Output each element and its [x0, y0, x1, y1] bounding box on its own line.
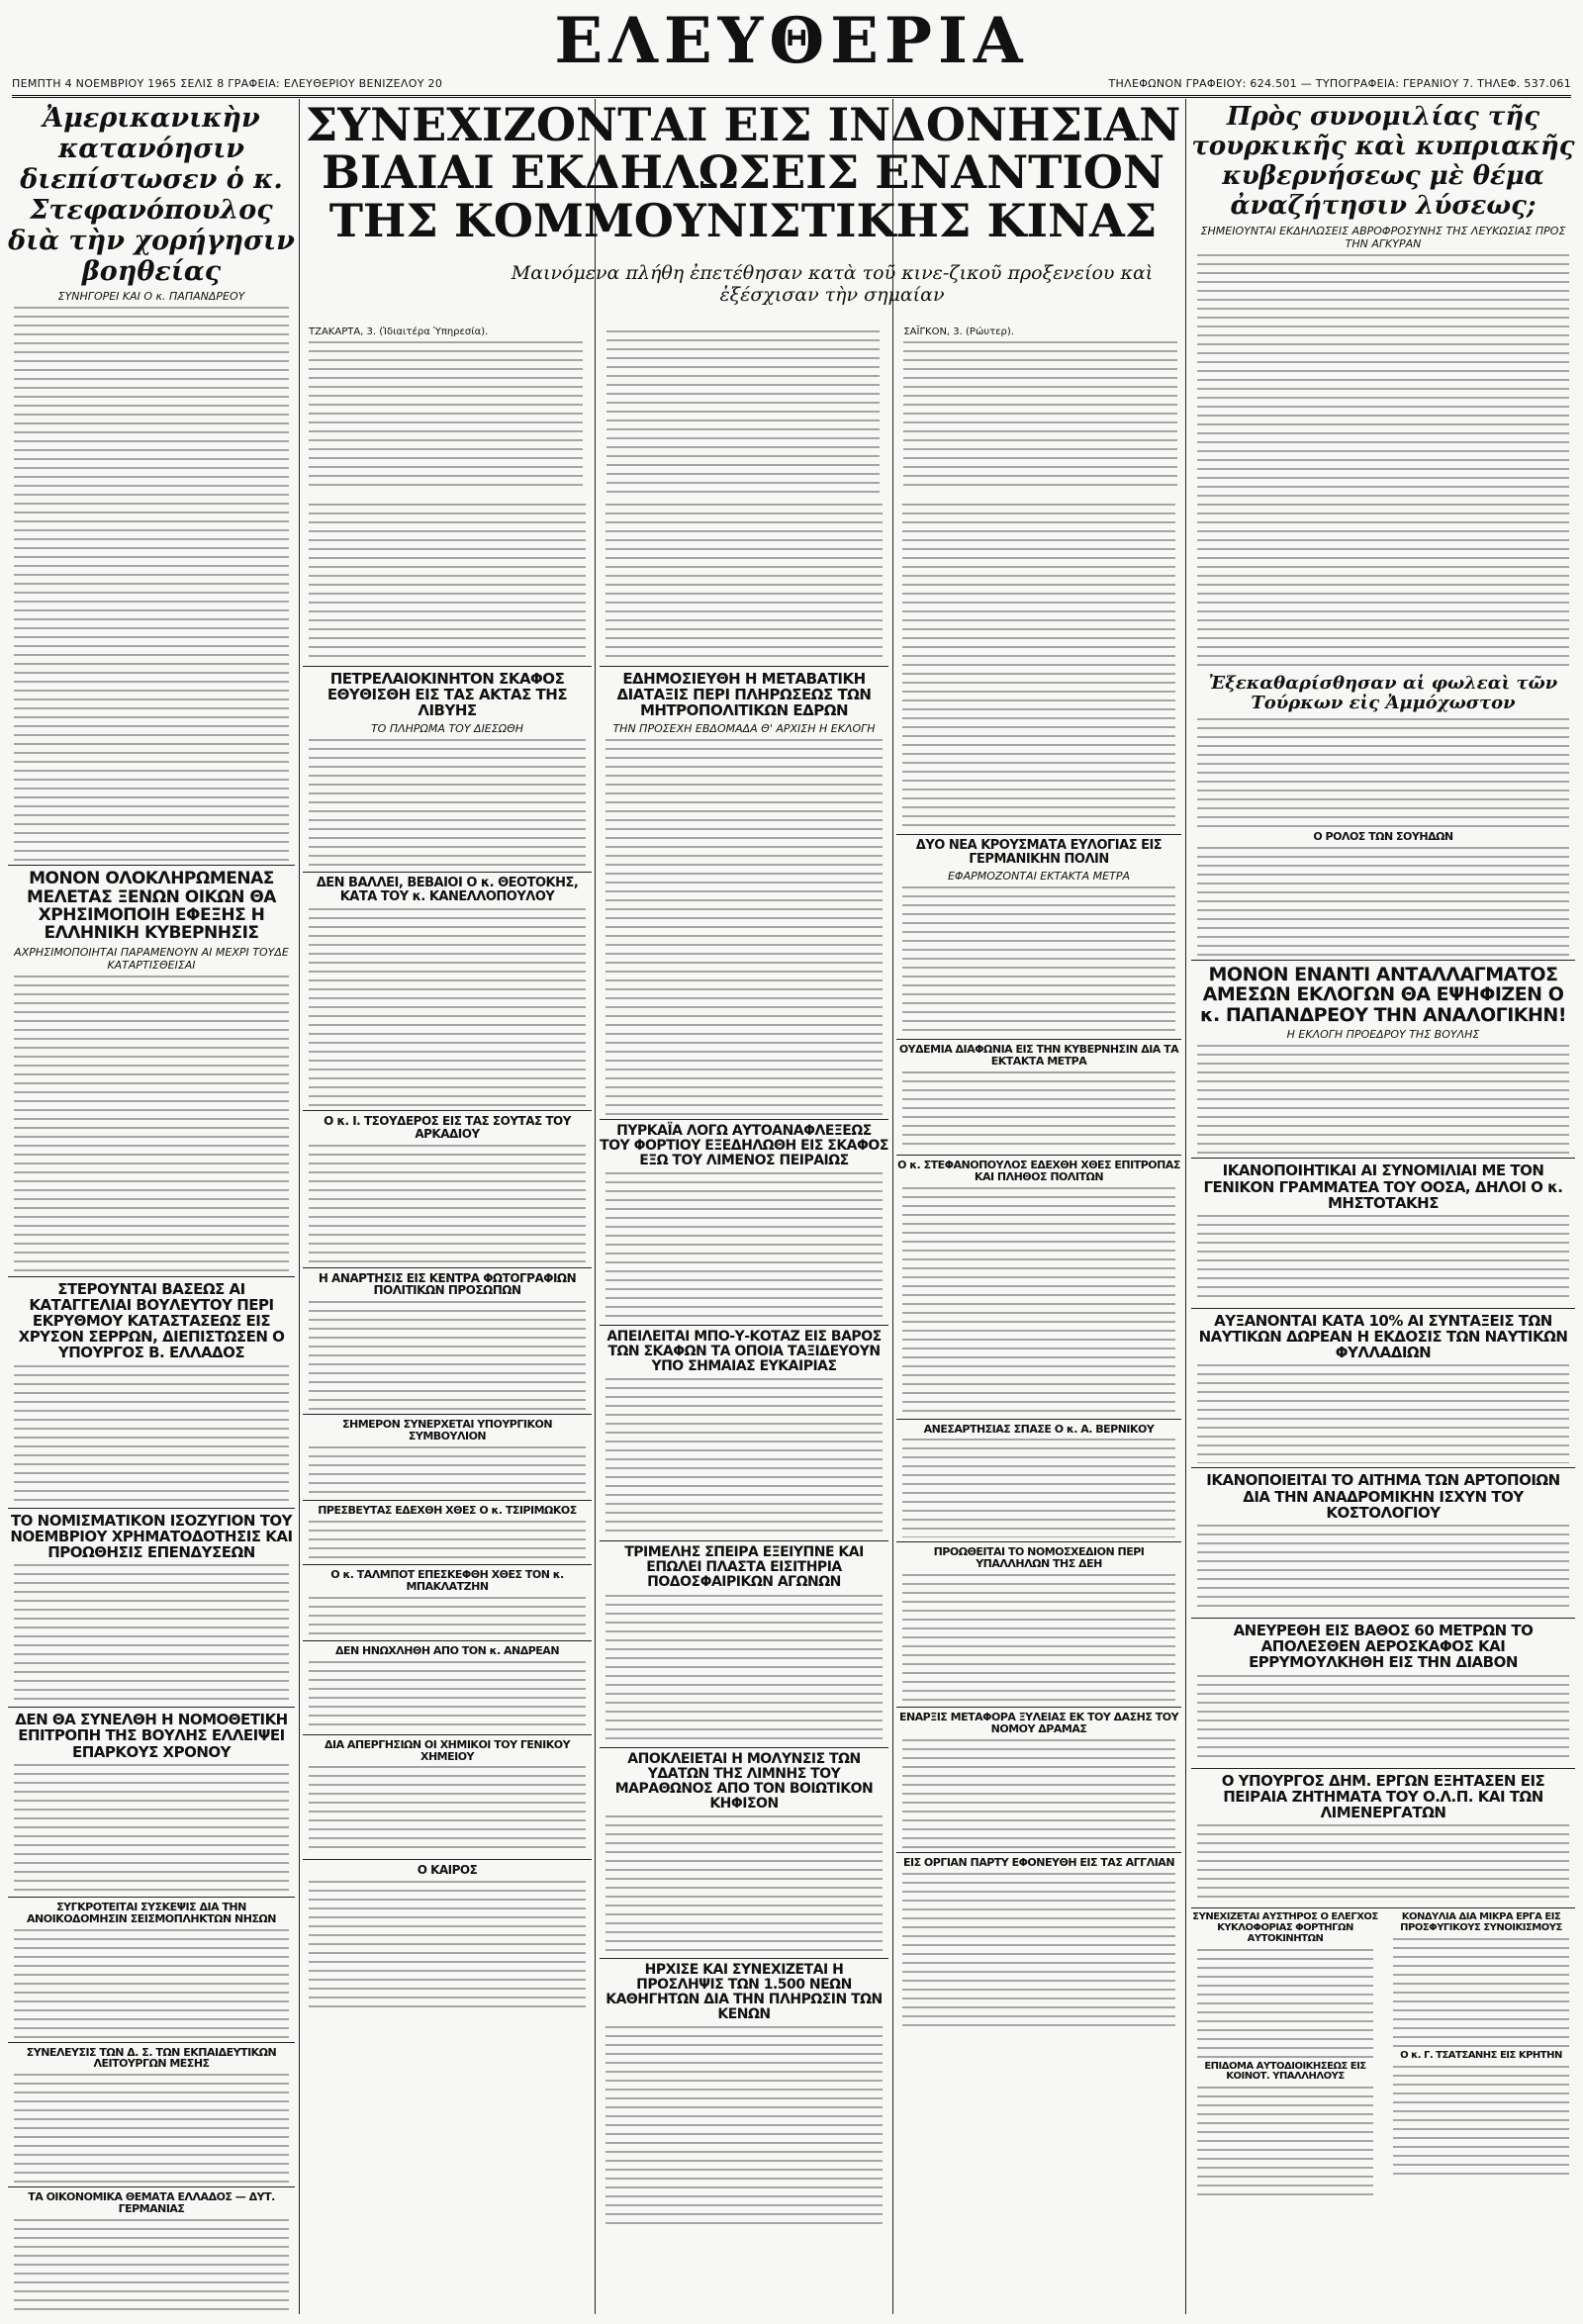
headline: ΑΥΞΑΝΟΝΤΑΙ ΚΑΤΑ 10% ΑΙ ΣΥΝΤΑΞΕΙΣ ΤΩΝ ΝΑΥΤΙΚΩΝ ΔΩΡΕΑΝ Η ΕΚΔΟΣΙΣ ΤΩΝ ΝΑΥΤΙΚΩΝ ΦΥΛΛΑΔΙΩΝ [1198, 1311, 1568, 1362]
article-anartisis [303, 1267, 592, 1411]
body-text [1197, 1364, 1569, 1463]
date-strip [12, 73, 1571, 98]
headline: ΠΥΡΚΑΪΑ ΛΟΓΩ ΑΥΤΟΑΝΑΦΛΕΞΕΩΣ ΤΟΥ ΦΟΡΤΙΟΥ ΕΞΕΔΗΛΩΘΗ ΕΙΣ ΣΚΑΦΟΣ ΕΞΩ ΤΟΥ ΛΙΜΕΝΟΣ ΠΕΙΡΑΙΩΣ [600, 1122, 888, 1168]
body-text [903, 341, 1177, 490]
article-marathonos [600, 1747, 888, 1954]
headline: ΤΟ ΝΟΜΙΣΜΑΤΙΚΟΝ ΙΣΟΖΥΓΙΟΝ ΤΟΥ ΝΟΕΜΒΡΙΟΥ ΧΡΗΜΑΤΟΔΟΤΗΣΙΣ ΚΑΙ ΠΡΟΩΘΗΣΙΣ ΕΠΕΝΔΥΣΕΩΝ [10, 1511, 293, 1562]
body-text [902, 1071, 1175, 1151]
article-dramas [896, 1707, 1181, 1848]
body-text [309, 1766, 586, 1855]
article-naftikon [1191, 1308, 1575, 1464]
body-text [1197, 1675, 1569, 1764]
body-text [902, 1439, 1175, 1537]
body-text [902, 886, 1175, 1035]
article-synelefsis [8, 2042, 295, 2184]
masthead-title: ΕΛΕΥΘΕΡΙΑ [554, 4, 1029, 78]
column-rule [1185, 99, 1186, 2314]
body-text [1197, 1525, 1569, 1614]
headline: ΠΡΕΣΒΕΥΤΑΣ ΕΔΕΧΘΗ ΧΘΕΣ Ο κ. ΤΣΙΡΙΜΩΚΟΣ [318, 1504, 577, 1518]
article-mitropoleis [600, 666, 888, 1115]
article-diafonia [896, 1039, 1181, 1151]
body-text [1197, 718, 1569, 827]
headline: Ἐξεκαθαρίσθησαν αἱ φωλεαὶ τῶν Τούρκων εἰς Ἀμμόχωστον [1208, 672, 1558, 714]
headline: ΔΕΝ ΒΑΛΛΕΙ, ΒΕΒΑΙΟΙ Ο κ. ΘΕΟΤΟΚΗΣ, ΚΑΤΑ ΤΟΥ κ. ΚΑΝΕΛΛΟΠΟΥΛΟΥ [316, 875, 579, 904]
article-xenon-oikon [8, 865, 295, 1271]
article-lead-left [8, 103, 295, 861]
headline: Ο ΡΟΛΟΣ ΤΩΝ ΣΟΥΗΔΩΝ [1313, 829, 1453, 843]
headline: ΑΝΕΥΡΕΘΗ ΕΙΣ ΒΑΘΟΣ 60 ΜΕΤΡΩΝ ΤΟ ΑΠΟΛΕΣΘΕΝ ΑΕΡΟΣΚΑΦΟΣ ΚΑΙ ΕΡΡΥΜΟΥΛΚΗΘΗ ΕΙΣ ΤΗΝ ΔΙΑΒΟΝ [1233, 1622, 1534, 1672]
article-germanias [8, 2186, 295, 2314]
headline: ΕΙΣ ΟΡΓΙΑΝ ΠΑΡΤΥ ΕΦΟΝΕΥΘΗ ΕΙΣ ΤΑΣ ΑΓΓΛΙΑΝ [902, 1855, 1175, 1869]
article-party [896, 1852, 1181, 2031]
article-pyrkaia [600, 1119, 888, 1321]
lead-blank [303, 257, 481, 297]
headline: ΔΕΝ ΘΑ ΣΥΝΕΛΘΗ Η ΝΟΜΟΘΕΤΙΚΗ ΕΠΙΤΡΟΠΗ ΤΗΣ ΒΟΥΛΗΣ ΕΛΛΕΙΨΕΙ ΕΠΑΡΚΟΥΣ ΧΡΟΝΟΥ [15, 1711, 288, 1761]
headline: Ο κ. Ι. ΤΣΟΥΔΕΡΟΣ ΕΙΣ ΤΑΣ ΣΟΥΤΑΣ ΤΟΥ ΑΡΚΑΔΙΟΥ [324, 1113, 571, 1141]
article-ammochostos [1191, 674, 1575, 956]
body-text [605, 2026, 883, 2224]
headline: ΑΠΕΙΛΕΙΤΑΙ ΜΠΟ-Υ-ΚΟΤΑΖ ΕΙΣ ΒΑΡΟΣ ΤΩΝ ΣΚΑΦΩΝ ΤΑ ΟΠΟΙΑ ΤΑΞΙΔΕΥΟΥΝ ΥΠΟ ΣΗΜΑΙΑΣ ΕΥΚΑΙΡΙΑΣ [606, 1328, 882, 1375]
body-text [1197, 254, 1569, 670]
body-text [902, 1739, 1175, 1848]
lead-body-col [897, 326, 1183, 495]
article-tsirimokos [303, 1500, 592, 1560]
article-evlogias [896, 834, 1181, 1035]
article-vernikou [896, 1419, 1181, 1538]
column-4 [896, 500, 1181, 2314]
headline: ΔΥΟ ΝΕΑ ΚΡΟΥΣΜΑΤΑ ΕΥΛΟΓΙΑΣ ΕΙΣ ΓΕΡΜΑΝΙΚΗΝ ΠΟΛΙΝ [915, 838, 1163, 868]
headline: Ο κ. ΤΑΛΜΠΟΤ ΕΠΕΣΚΕΦΘΗ ΧΘΕΣ ΤΟΝ κ. ΜΠΑΚΛΑΤΖΗΝ [330, 1568, 564, 1593]
lead-story [303, 99, 1183, 495]
body-text [309, 739, 586, 868]
article-tsouderos [303, 1110, 592, 1263]
subheadline: ΣΗΜΕΙΟΥΝΤΑΙ ΕΚΔΗΛΩΣΕΙΣ ΑΒΡΟΦΡΟΣΥΝΗΣ ΤΗΣ ΛΕΥΚΩΣΙΑΣ ΠΡΟΣ ΤΗΝ ΑΓΚΥΡΑΝ [1200, 224, 1566, 250]
dateline: ΣΑΪΓΚΟΝ, 3. (Ρώυτερ). [903, 326, 1014, 337]
article-kondylia [1387, 1908, 1575, 2199]
body-text [14, 1365, 289, 1504]
lead-body-col [303, 326, 589, 495]
headline: ΚΟΝΔΥΛΙΑ ΔΙΑ ΜΙΚΡΑ ΕΡΓΑ ΕΙΣ ΠΡΟΣΦΥΓΙΚΟΥΣ ΣΥΝΟΙΚΙΣΜΟΥΣ [1400, 1911, 1562, 1933]
body-text [309, 1521, 586, 1560]
article-talbot [303, 1564, 592, 1636]
subheadline: ΣΥΝΗΓΟΡΕΙ ΚΑΙ Ο κ. ΠΑΠΑΝΔΡΕΟΥ [57, 290, 245, 304]
article-nomothetiki [8, 1707, 295, 1893]
body-text [14, 2219, 289, 2314]
subheadline: Η ΕΚΛΟΓΗ ΠΡΟΕΔΡΟΥ ΤΗΣ ΒΟΥΛΗΣ [1286, 1028, 1480, 1042]
body-text [14, 1564, 289, 1703]
body-text [1197, 1215, 1569, 1304]
body-text [605, 739, 883, 1115]
column-5 [1191, 99, 1575, 2314]
body-text [902, 1574, 1175, 1703]
body-text [605, 504, 883, 662]
lead-headline-line-2: ΒΙΑΙΑΙ ΕΚΔΗΛΩΣΕΙΣ ΕΝΑΝΤΙΟΝ [321, 145, 1164, 200]
body-text [309, 908, 586, 1106]
headline: Η ΑΝΑΡΤΗΣΙΣ ΕΙΣ ΚΕΝΤΡΑ ΦΩΤΟΓΡΑΦΙΩΝ ΠΟΛΙΤΙΚΩΝ ΠΡΟΣΩΠΩΝ [318, 1270, 577, 1298]
body-text [605, 1172, 883, 1321]
headline: Ἀμερικανικὴν κατανόησιν διεπίστωσεν ὁ κ. Στεφανόπουλος διὰ τὴν χορήγησιν βοηθείας [8, 103, 295, 288]
article-kairos [303, 1859, 592, 2009]
article-kathigiton [600, 1958, 888, 2224]
body-text [1197, 1949, 1373, 2058]
subheadline: ΑΧΡΗΣΙΜΟΠΟΙΗΤΑΙ ΠΑΡΑΜΕΝΟΥΝ ΑΙ ΜΕΧΡΙ ΤΟΥΔΕ ΚΑΤΑΡΤΙΣΘΕΙΣΑΙ [14, 945, 289, 972]
headline: ΤΑ ΟΙΚΟΝΟΜΙΚΑ ΘΕΜΑΤΑ ΕΛΛΑΔΟΣ — ΔΥΤ. ΓΕΡΜΑΝΙΑΣ [28, 2190, 275, 2216]
headline: ΑΠΟΚΛΕΙΕΤΑΙ Η ΜΟΛΥΝΣΙΣ ΤΩΝ ΥΔΑΤΩΝ ΤΗΣ ΛΙΜΝΗΣ ΤΟΥ ΜΑΡΑΘΩΝΟΣ ΑΠΟ ΤΟΝ ΒΟΙΩΤΙΚΟΝ ΚΗΦΙΣΟΝ [614, 1750, 874, 1812]
article-artopoion [1191, 1467, 1575, 1614]
body-text [902, 1187, 1175, 1415]
body-text [1197, 2087, 1373, 2195]
headline: ΣΤΕΡΟΥΝΤΑΙ ΒΑΣΕΩΣ ΑΙ ΚΑΤΑΓΓΕΛΙΑΙ ΒΟΥΛΕΥΤΟΥ ΠΕΡΙ ΕΚΡΥΘΜΟΥ ΚΑΤΑΣΤΑΣΕΩΣ ΕΙΣ ΧΡΥΣΟΝ ΣΕΡΡΩΝ, ΔΙΕΠΙΣΤΩΣΕΝ Ο ΥΠΟΥΡΓΟΣ Β. ΕΛΛΑΔΟΣ [18, 1279, 285, 1362]
column-1 [8, 99, 295, 2314]
headline: Ο ΥΠΟΥΡΓΟΣ ΔΗΜ. ΕΡΓΩΝ ΕΞΗΤΑΣΕΝ ΕΙΣ ΠΕΙΡΑΙΑ ΖΗΤΗΜΑΤΑ ΤΟΥ Ο.Λ.Π. ΚΑΙ ΤΩΝ ΛΙΜΕΝΕΡΓΑΤΩΝ [1221, 1771, 1545, 1821]
headline: ΙΚΑΝΟΠΟΙΕΙΤΑΙ ΤΟ ΑΙΤΗΜΑ ΤΩΝ ΑΡΤΟΠΟΙΩΝ ΔΙΑ ΤΗΝ ΑΝΑΔΡΟΜΙΚΗΝ ΙΣΧΥΝ ΤΟΥ ΚΟΣΤΟΛΟΓΙΟΥ [1206, 1471, 1560, 1522]
body-text [605, 1378, 883, 1536]
body-text [605, 1595, 883, 1743]
article-fortigon [1191, 1908, 1379, 2199]
lead-headline-line-3: ΤΗΣ ΚΟΜΜΟΥΝΙΣΤΙΚΗΣ ΚΙΝΑΣ [328, 193, 1158, 247]
headline: ΙΚΑΝΟΠΟΙΗΤΙΚΑΙ ΑΙ ΣΥΝΟΜΙΛΙΑΙ ΜΕ ΤΟΝ ΓΕΝΙΚΟΝ ΓΡΑΜΜΑΤΕΑ ΤΟΥ ΟΟΣΑ, ΔΗΛΟΙ Ο κ. ΜΗΣΤΟΤΑΚΗΣ [1203, 1162, 1563, 1212]
body-text [309, 341, 583, 490]
headline: ΜΟΝΟΝ ΕΝΑΝΤΙ ΑΝΤΑΛΛΑΓΜΑΤΟΣ ΑΜΕΣΩΝ ΕΚΛΟΓΩΝ ΘΑ ΕΨΗΦΙΖΕΝ Ο κ. ΠΑΠΑΝΔΡΕΟΥ ΤΗΝ ΑΝΑΛΟΓΙΚΗΝ! [1200, 963, 1566, 1026]
headline: Ο ΚΑΙΡΟΣ [417, 1863, 478, 1878]
body-text [1197, 1824, 1569, 1904]
body-text [309, 1301, 586, 1410]
column-2 [303, 500, 592, 2314]
column-rule [299, 99, 300, 2314]
headline: ΕΝΑΡΞΙΣ ΜΕΤΑΦΟΡΑ ΞΥΛΕΙΑΣ ΕΚ ΤΟΥ ΔΑΣΗΣ ΤΟΥ ΝΟΜΟΥ ΔΡΑΜΑΣ [898, 1711, 1179, 1736]
body-text [14, 976, 289, 1272]
body-text [14, 1929, 289, 2038]
body-text [14, 1764, 289, 1893]
article-oosa [1191, 1158, 1575, 1304]
body-text [1393, 1938, 1569, 2047]
headline: ΜΟΝΟΝ ΟΛΟΚΛΗΡΩΜΕΝΑΣ ΜΕΛΕΤΑΣ ΞΕΝΩΝ ΟΙΚΩΝ ΘΑ ΧΡΗΣΙΜΟΠΟΙΗ ΕΦΕΞΗΣ Η ΕΛΛΗΝΙΚΗ ΚΥΒΕΡΝΗΣΙΣ [27, 869, 276, 944]
column-3 [600, 500, 888, 2314]
article-aeroskafos [1191, 1618, 1575, 1764]
headline: ΠΡΟΩΘΕΙΤΑΙ ΤΟ ΝΟΜΟΣΧΕΔΙΟΝ ΠΕΡΙ ΥΠΑΛΛΗΛΩΝ ΤΗΣ ΔΕΗ [933, 1545, 1145, 1571]
article-speira [600, 1540, 888, 1742]
headline: ΣΗΜΕΡΟΝ ΣΥΝΕΡΧΕΤΑΙ ΥΠΟΥΡΓΙΚΟΝ ΣΥΜΒΟΥΛΙΟΝ [341, 1418, 553, 1443]
body-text [309, 504, 586, 662]
body-text [309, 1597, 586, 1636]
headline: ΣΥΝΕΧΙΖΕΤΑΙ ΑΥΣΤΗΡΟΣ Ο ΕΛΕΓΧΟΣ ΚΥΚΛΟΦΟΡΙΑΣ ΦΟΡΤΗΓΩΝ ΑΥΤΟΚΙΝΗΤΩΝ [1192, 1911, 1378, 1944]
headline: Πρὸς συνομιλίας τῆς τουρκικῆς καὶ κυπριακῆς κυβερνήσεως μὲ θέμα ἀναζήτησιν λύσεως; [1191, 102, 1575, 221]
body-text [309, 1446, 586, 1496]
body-text [309, 1881, 586, 2009]
body-text [14, 307, 289, 861]
headline: ΟΥΔΕΜΙΑ ΔΙΑΦΩΝΙΑ ΕΙΣ ΤΗΝ ΚΥΒΕΡΝΗΣΙΝ ΔΙΑ ΤΑ ΕΚΤΑΚΤΑ ΜΕΤΡΑ [898, 1043, 1179, 1068]
headline: ΠΕΤΡΕΛΑΙΟΚΙΝΗΤΟΝ ΣΚΑΦΟΣ ΕΘΥΘΙΣΘΗ ΕΙΣ ΤΑΣ ΑΚΤΑΣ ΤΗΣ ΛΙΒΥΗΣ [326, 670, 568, 720]
lead-headline-line-1: ΣΥΝΕΧΙΖΟΝΤΑΙ ΕΙΣ ΙΝΔΟΝΗΣΙΑΝ [305, 99, 1181, 151]
article-dei [896, 1541, 1181, 1703]
subheadline: ΤΟ ΠΛΗΡΩΜΑ ΤΟΥ ΔΙΕΣΩΘΗ [370, 721, 524, 735]
headline: ΕΔΗΜΟΣΙΕΥΘΗ Η ΜΕΤΑΒΑΤΙΚΗ ΔΙΑΤΑΞΙΣ ΠΕΡΙ ΠΛΗΡΩΣΕΩΣ ΤΩΝ ΜΗΤΡΟΠΟΛΙΤΙΚΩΝ ΕΔΡΩΝ [616, 670, 872, 720]
body-text [902, 1873, 1175, 2031]
article-andrea [303, 1640, 592, 1730]
article-analogiki [1191, 960, 1575, 1155]
headline: ΣΥΓΚΡΟΤΕΙΤΑΙ ΣΥΣΚΕΨΙΣ ΔΙΑ ΤΗΝ ΑΝΟΙΚΟΔΟΜΗΣΙΝ ΣΕΙΣΜΟΠΛΗΚΤΩΝ ΝΗΣΩΝ [27, 1900, 276, 1925]
dateline: ΤΖΑΚΑΡΤΑ, 3. (Ἰδιαιτέρα Ὑπηρεσία). [309, 326, 489, 337]
headline: ΤΡΙΜΕΛΗΣ ΣΠΕΙΡΑ ΕΞΕΙΥΠΝΕ ΚΑΙ ΕΠΩΛΕΙ ΠΛΑΣΤΑ ΕΙΣΙΤΗΡΙΑ ΠΟΔΟΣΦΑΙΡΙΚΩΝ ΑΓΩΝΩΝ [624, 1544, 864, 1591]
article-theotokis [303, 872, 592, 1106]
body-text [1393, 2066, 1569, 2175]
headline: Ο κ. Γ. ΤΣΑΤΣΑΝΗΣ ΕΙΣ ΚΡΗΤΗΝ [1400, 2049, 1562, 2061]
article-stefanopoulos [896, 1155, 1181, 1415]
article-boykotaz [600, 1325, 888, 1536]
body-text [902, 504, 1175, 830]
headline: ΔΕΝ ΗΝΩΧΛΗΘΗ ΑΠΟ ΤΟΝ κ. ΑΝΔΡΕΑΝ [334, 1643, 560, 1657]
lead-deck: Μαινόμενα πλήθη ἐπετέθησαν κατὰ τοῦ κινε-ζικοῦ προξενείου καὶ ἐξέσχισαν τὴν σημαίαν [511, 262, 1154, 306]
date-strip-right: ΤΗΛΕΦΩΝΟΝ ΓΡΑΦΕΙΟΥ: 624.501 — ΤΥΠΟΓΡΑΦΕΙΑ: ΓΕΡΑΝΙΟΥ 7. ΤΗΛΕΦ. 537.061 [1108, 76, 1571, 90]
article-serron [8, 1276, 295, 1504]
body-text [1197, 847, 1569, 956]
body-text [309, 1145, 586, 1263]
article-pair [1191, 1907, 1575, 2199]
article-isozygion [8, 1508, 295, 1704]
headline: ΣΥΝΕΛΕΥΣΙΣ ΤΩΝ Δ. Σ. ΤΩΝ ΕΚΠΑΙΔΕΥΤΙΚΩΝ ΛΕΙΤΟΥΡΓΩΝ ΜΕΣΗΣ [26, 2045, 277, 2071]
subheadline: ΕΦΑΡΜΟΖΟΝΤΑΙ ΕΚΤΑΚΤΑ ΜΕΤΡΑ [947, 870, 1130, 883]
lead-body [303, 326, 1183, 495]
article-kypros-lead [1191, 103, 1575, 670]
headline: Ο κ. ΣΤΕΦΑΝΟΠΟΥΛΟΣ ΕΔΕΧΘΗ ΧΘΕΣ ΕΠΙΤΡΟΠΑΣ ΚΑΙ ΠΛΗΘΟΣ ΠΟΛΙΤΩΝ [897, 1158, 1180, 1183]
headline: ΕΠΙΔΟΜΑ ΑΥΤΟΔΙΟΙΚΗΣΕΩΣ ΕΙΣ ΚΟΙΝΟΤ. ΥΠΑΛΛΗΛΟΥΣ [1204, 2060, 1366, 2083]
headline: ΑΝΕΣΑΡΤΗΣΙΑΣ ΣΠΑΣΕ Ο κ. Α. ΒΕΡΝΙΚΟΥ [923, 1422, 1155, 1436]
headline: ΔΙΑ ΑΠΕΡΓΗΣΙΩΝ ΟΙ ΧΗΜΙΚΟΙ ΤΟΥ ΓΕΝΙΚΟΥ ΧΗΜΕΙΟΥ [324, 1737, 571, 1763]
article-olp [1191, 1768, 1575, 1905]
article-ypourgikon [303, 1414, 592, 1496]
body-text [605, 1815, 883, 1954]
body-text [14, 2074, 289, 2183]
lead-body-col [601, 326, 886, 495]
body-text [309, 1661, 586, 1730]
body-text [1197, 1045, 1569, 1154]
headline: ΗΡΧΙΣΕ ΚΑΙ ΣΥΝΕΧΙΖΕΤΑΙ Η ΠΡΟΣΛΗΨΙΣ ΤΩΝ 1.500 ΝΕΩΝ ΚΑΘΗΓΗΤΩΝ ΔΙΑ ΤΗΝ ΠΛΗΡΩΣΙΝ ΤΩΝ ΚΕΝΩΝ [605, 1961, 883, 2023]
article-livyi [303, 666, 592, 868]
date-strip-left: ΠΕΜΠΤΗ 4 ΝΟΕΜΒΡΙΟΥ 1965 ΣΕΛΙΣ 8 ΓΡΑΦΕΙΑ: ΕΛΕΥΘΕΡΙΟΥ ΒΕΝΙΖΕΛΟΥ 20 [12, 76, 443, 90]
subheadline: ΤΗΝ ΠΡΟΣΕΧΗ ΕΒΔΟΜΑΔΑ Θ' ΑΡΧΙΣΗ Η ΕΚΛΟΓΗ [612, 721, 876, 735]
article-seismoplikton [8, 1897, 295, 2038]
article-chimikoi [303, 1734, 592, 1856]
body-text [606, 330, 881, 495]
